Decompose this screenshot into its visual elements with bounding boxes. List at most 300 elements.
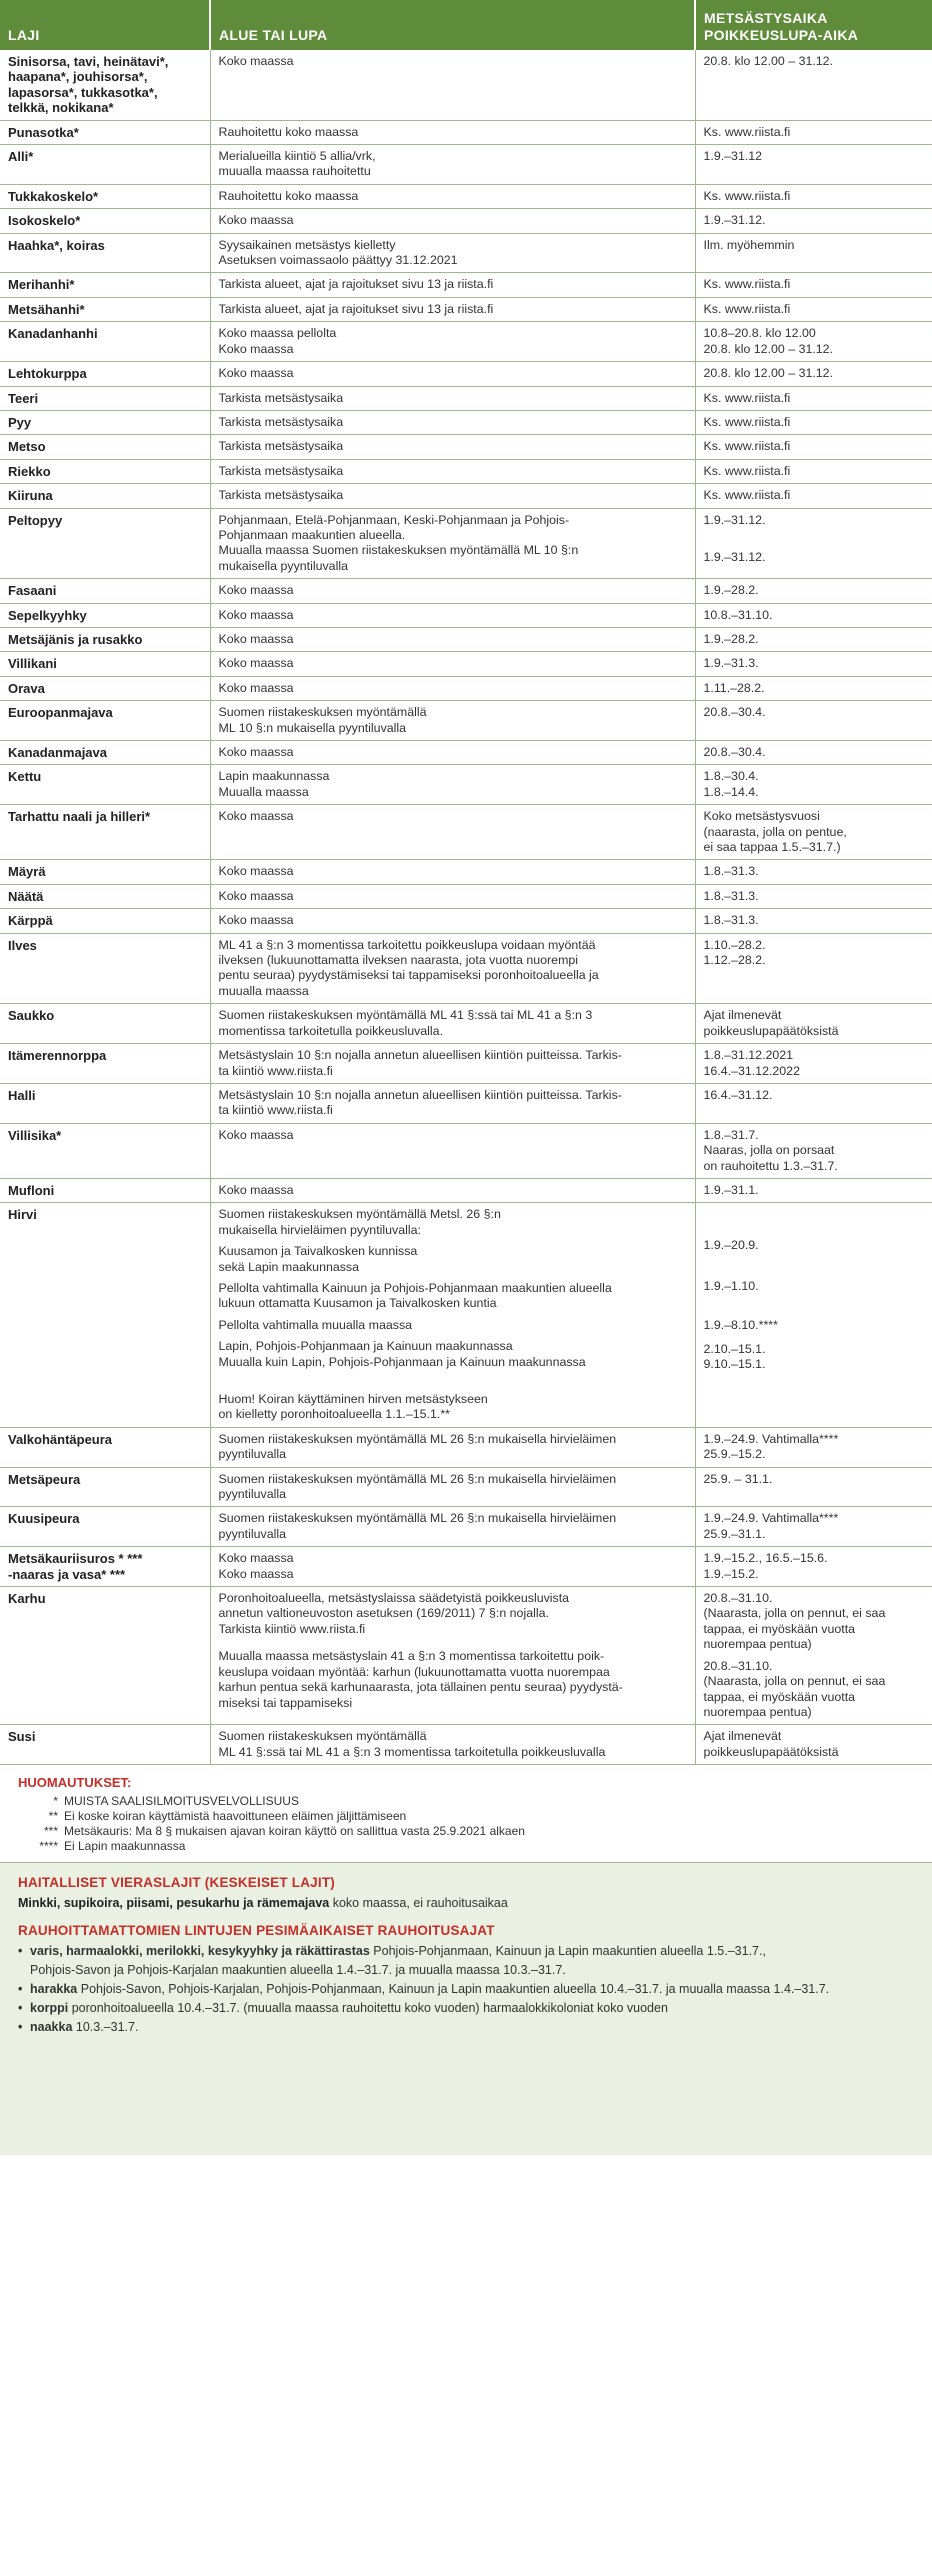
area-cell-line: ilveksen (lukuunottamatta ilveksen naarasta, jota vuotta nuorempi: [218, 953, 579, 968]
period-cell-line: 1.9.–28.2.: [703, 631, 759, 646]
species-cell: [0, 741, 210, 765]
table-row: [0, 701, 932, 741]
period-cell-line: 1.9.–20.9.: [703, 1238, 759, 1253]
species-cell: [0, 1123, 210, 1178]
period-cell-line: 1.8.–31.7.: [703, 1127, 759, 1142]
table-row: [0, 909, 932, 933]
table-row: [0, 410, 932, 434]
area-cell: [210, 362, 695, 386]
area-cell-line: Koko maassa: [218, 213, 294, 228]
area-cell-line: mukaisella hirvieläimen pyyntiluvalla:: [218, 1222, 421, 1237]
table-row: [0, 184, 932, 208]
period-cell-line: Ks. www.riista.fi: [703, 188, 791, 203]
species-cell-line: Merihanhi*: [8, 277, 75, 293]
period-cell: [695, 508, 932, 579]
period-cell: [695, 435, 932, 459]
area-cell: [210, 50, 695, 120]
period-cell: [695, 1123, 932, 1178]
area-cell-line: Koko maassa: [218, 366, 294, 381]
area-cell: [210, 1178, 695, 1202]
period-cell-line: 1.8.–30.4.: [703, 769, 759, 784]
area-cell-line: Pellolta vahtimalla Kainuun ja Pohjois-Pohjanmaan maakuntien alueella: [218, 1280, 612, 1295]
species-cell: [0, 297, 210, 321]
period-cell-line: (Naarasta, jolla on pennut, ei saa: [703, 1674, 886, 1689]
species-cell-line: Villikani: [8, 656, 57, 672]
period-cell-line: Ajat ilmenevät: [703, 1008, 782, 1023]
table-row: [0, 145, 932, 185]
species-cell: [0, 652, 210, 676]
area-cell: [210, 484, 695, 508]
period-cell-line: tappaa, ei myöskään vuotta: [703, 1689, 856, 1704]
species-cell-line: Mäyrä: [8, 864, 46, 880]
period-cell-line: 1.9.–31.12: [703, 149, 763, 164]
area-cell-line: Koko maassa: [218, 809, 294, 824]
species-cell: [0, 1044, 210, 1084]
period-cell: [695, 579, 932, 603]
area-cell-line: ta kiintiö www.riista.fi: [218, 1103, 333, 1118]
area-cell: [210, 765, 695, 805]
notes-title: HUOMAUTUKSET:: [18, 1775, 132, 1791]
period-cell-line: 1.9.–31.12.: [703, 512, 766, 527]
species-cell-line: Valkohäntäpeura: [8, 1431, 113, 1447]
period-cell-line: Ks. www.riista.fi: [703, 124, 791, 139]
period-cell: [695, 362, 932, 386]
table-row: [0, 1587, 932, 1725]
species-cell: [0, 579, 210, 603]
period-cell-line: 25.9. – 31.1.: [703, 1471, 773, 1486]
note-text: Ei Lapin maakunnassa: [64, 1839, 186, 1854]
area-cell-line: Merialueilla kiintiö 5 allia/vrk,: [218, 149, 376, 164]
table-row: [0, 1547, 932, 1587]
period-cell-line: Ajat ilmenevät: [703, 1729, 782, 1744]
area-cell: [210, 627, 695, 651]
period-cell-line: poikkeuslupapäätöksistä: [703, 1023, 839, 1038]
species-cell-line: Euroopanmajava: [8, 705, 113, 721]
species-cell-line: Pyy: [8, 414, 32, 430]
species-cell-line: Saukko: [8, 1008, 55, 1024]
period-cell-line: 20.8.–30.4.: [703, 745, 766, 759]
table-row: [0, 1178, 932, 1202]
note-mark: *: [53, 1794, 58, 1809]
period-cell-line: Ks. www.riista.fi: [703, 439, 791, 454]
table-row: [0, 50, 932, 120]
species-cell: [0, 120, 210, 144]
area-cell: [210, 184, 695, 208]
species-cell: [0, 884, 210, 908]
period-cell: [695, 459, 932, 483]
nesting-bullet: [18, 1999, 914, 2018]
area-cell-line: Pellolta vahtimalla muualla maassa: [218, 1317, 413, 1332]
species-cell: [0, 627, 210, 651]
period-cell: [695, 322, 932, 362]
species-cell: [0, 860, 210, 884]
area-cell-line: Suomen riistakeskuksen myöntämällä: [218, 1729, 427, 1744]
species-cell: [0, 1083, 210, 1123]
table-row: [0, 627, 932, 651]
species-cell: [0, 233, 210, 273]
area-cell-line: Koko maassa pellolta: [218, 326, 337, 341]
species-cell: [0, 933, 210, 1004]
period-cell-line: 20.8. klo 12.00 – 31.12.: [703, 366, 834, 381]
period-cell: [695, 1203, 932, 1427]
area-cell-line: karhun pentua sekä karhunaarasta, jota tällainen pentu seuraa) pyydystä-: [218, 1680, 623, 1695]
species-cell-line: Isokoskelo*: [8, 213, 81, 229]
species-cell: [0, 435, 210, 459]
area-cell-line: Suomen riistakeskuksen myöntämällä Metsl. 26 §:n: [218, 1207, 501, 1222]
area-cell: [210, 1044, 695, 1084]
table-row: [0, 209, 932, 233]
area-cell-line: muualla maassa rauhoitettu: [218, 164, 371, 179]
invasive-species-title: HAITALLISET VIERASLAJIT (KESKEISET LAJIT): [18, 1875, 335, 1891]
area-cell: [210, 1083, 695, 1123]
period-cell-line: 1.9.–24.9. Vahtimalla****: [703, 1511, 839, 1526]
species-cell-line: lapasorsa*, tukkasotka*,: [8, 84, 158, 100]
area-cell: [210, 209, 695, 233]
area-cell-line: Tarkista metsästysaika: [218, 414, 344, 429]
species-cell-line: Itämerennorppa: [8, 1048, 107, 1064]
table-row: [0, 362, 932, 386]
species-cell-line: Susi: [8, 1729, 36, 1745]
area-cell: [210, 1725, 695, 1765]
period-cell-line: Ks. www.riista.fi: [703, 488, 791, 503]
species-cell: [0, 676, 210, 700]
period-cell-line: Ks. www.riista.fi: [703, 414, 791, 429]
table-row: [0, 1004, 932, 1044]
period-cell: [695, 884, 932, 908]
nesting-season-title: RAUHOITTAMATTOMIEN LINTUJEN PESIMÄAIKAISET RAUHOITUSAJAT: [18, 1923, 495, 1939]
species-cell-line: Näätä: [8, 888, 44, 904]
area-cell: [210, 701, 695, 741]
period-cell: [695, 386, 932, 410]
species-cell: [0, 909, 210, 933]
species-cell-line: Punasotka*: [8, 124, 79, 140]
period-cell: [695, 145, 932, 185]
period-cell: [695, 1427, 932, 1467]
period-cell-line: 1.9.–1.10.: [703, 1278, 759, 1293]
period-cell: [695, 209, 932, 233]
area-cell: [210, 1507, 695, 1547]
area-cell-line: Koko maassa: [218, 1551, 294, 1566]
area-cell-line: pyyntiluvalla: [218, 1526, 286, 1541]
species-cell-line: Metso: [8, 439, 46, 455]
period-cell: [695, 50, 932, 120]
area-cell: [210, 1587, 695, 1725]
bullet-text: korppi poronhoitoalueella 10.4.–31.7. (muualla maassa rauhoitettu koko vuoden) harmaalokkikoloniat koko vuoden: [30, 2001, 668, 2016]
area-cell: [210, 1427, 695, 1467]
species-cell-line: Teeri: [8, 390, 39, 406]
species-cell: [0, 1427, 210, 1467]
area-cell: [210, 805, 695, 860]
species-cell-line: Kärppä: [8, 913, 53, 929]
period-cell-line: 20.8.–30.4.: [703, 705, 766, 720]
area-cell-line: Koko maassa: [218, 680, 294, 695]
species-cell-line: Kuusipeura: [8, 1511, 80, 1527]
period-cell: [695, 410, 932, 434]
area-cell-line: Koko maassa: [218, 54, 294, 68]
note-text: MUISTA SAALISILMOITUSVELVOLLISUUS: [64, 1794, 299, 1809]
area-cell: [210, 1467, 695, 1507]
period-cell-line: ei saa tappaa 1.5.–31.7.): [703, 840, 841, 855]
species-cell-line: Halli: [8, 1087, 36, 1103]
period-cell: [695, 1083, 932, 1123]
species-cell: [0, 362, 210, 386]
area-cell-line: Syysaikainen metsästys kielletty: [218, 237, 396, 252]
species-cell-line: Lehtokurppa: [8, 366, 87, 382]
species-cell: [0, 1178, 210, 1202]
area-cell: [210, 386, 695, 410]
species-cell: [0, 1547, 210, 1587]
species-cell-line: Peltopyy: [8, 512, 63, 528]
area-cell-line: mukaisella pyyntiluvalla: [218, 558, 348, 573]
area-cell-line: annetun valtioneuvoston asetuksen (169/2011) 7 §:n nojalla.: [218, 1606, 549, 1621]
table-row: [0, 741, 932, 765]
area-cell-line: Muualla maassa: [218, 784, 309, 799]
period-cell-line: Ilm. myöhemmin: [703, 237, 795, 252]
area-cell-line: Asetuksen voimassaolo päättyy 31.12.2021: [218, 253, 458, 268]
species-cell-line: Haahka*, koiras: [8, 237, 105, 253]
bullet-text: harakka Pohjois-Savon, Pohjois-Karjalan, Pohjois-Pohjanmaan, Kainuun ja Lapin maakuntien alueella 10.4.–31.7. ja muualla maassa 1.4.–31.7.: [30, 1982, 830, 1997]
species-cell-line: -naaras ja vasa* ***: [8, 1566, 126, 1582]
table-row: [0, 233, 932, 273]
area-cell-line: Koko maassa: [218, 656, 294, 671]
area-cell-line: Lapin maakunnassa: [218, 769, 330, 784]
area-cell-line: Metsästyslain 10 §:n nojalla annetun alueellisen kiintiön puitteissa. Tarkis-: [218, 1087, 622, 1102]
period-cell: [695, 627, 932, 651]
area-cell-line: Koko maassa: [218, 1182, 294, 1197]
bullet-icon: •: [18, 1944, 23, 1959]
table-row: [0, 484, 932, 508]
period-cell-line: 1.10.–28.2.: [703, 937, 766, 952]
table-row: [0, 1467, 932, 1507]
period-cell: [695, 233, 932, 273]
area-cell: [210, 145, 695, 185]
note-text: Metsäkauris: Ma 8 § mukaisen ajavan koiran käyttö on sallittua vasta 25.9.2021 alkaen: [64, 1824, 525, 1839]
area-cell-line: pentu seuraa) pyydystämiseksi tai tappamiseksi poronhoitoalueella ja: [218, 968, 599, 983]
area-cell: [210, 1004, 695, 1044]
period-cell-line: 1.11.–28.2.: [703, 680, 765, 695]
area-cell-line: Koko maassa: [218, 888, 294, 903]
area-cell-line: Muualla kuin Lapin, Pohjois-Pohjanmaan ja Kainuun maakunnassa: [218, 1354, 586, 1369]
period-cell-line: 16.4.–31.12.2022: [703, 1063, 800, 1078]
area-cell: [210, 322, 695, 362]
period-cell: [695, 676, 932, 700]
period-cell-line: Ks. www.riista.fi: [703, 301, 791, 316]
period-cell-line: 20.8. klo 12.00 – 31.12.: [703, 341, 834, 356]
species-cell-line: Metsäkauriisuros * ***: [8, 1551, 143, 1567]
area-cell-line: sekä Lapin maakunnassa: [218, 1259, 360, 1274]
species-cell-line: Ilves: [8, 937, 37, 953]
period-cell-line: 1.8.–31.12.2021: [703, 1048, 794, 1063]
period-cell: [695, 765, 932, 805]
species-cell-line: Sinisorsa, tavi, heinätavi*,: [8, 54, 169, 69]
period-cell: [695, 1467, 932, 1507]
period-cell: [695, 184, 932, 208]
bullet-text: varis, harmaalokki, merilokki, kesykyyhky ja räkättirastas Pohjois-Pohjanmaan, Kainuun ja Lapin maakuntien alueella 1.5.–31.7., Pohjois-Savon ja Pohjois-Karjalan maakuntien alueella 1.4.–31.7. ja muualla maassa 10.3.–31.7.: [30, 1944, 766, 1978]
area-cell-line: Pohjanmaan, Etelä-Pohjanmaan, Keski-Pohjanmaan ja Pohjois-: [218, 512, 570, 527]
species-cell-line: Sepelkyyhky: [8, 607, 87, 623]
bullet-icon: •: [18, 2001, 23, 2016]
species-cell-line: Metsäpeura: [8, 1471, 81, 1487]
period-cell-line: 1.9.–31.12.: [703, 549, 766, 564]
area-cell-line: Tarkista alueet, ajat ja rajoitukset sivu 13 ja riista.fi: [218, 301, 494, 316]
species-cell-line: Metsähanhi*: [8, 301, 85, 317]
area-cell-line: Huom! Koiran käyttäminen hirven metsästykseen: [218, 1392, 488, 1406]
area-cell-line: Rauhoitettu koko maassa: [218, 188, 359, 203]
period-cell: [695, 1547, 932, 1587]
nesting-bullet: [18, 2018, 914, 2037]
area-cell-line: Koko maassa: [218, 745, 294, 759]
period-cell-line: Naaras, jolla on porsaat: [703, 1143, 835, 1158]
note-text: Ei koske koiran käyttämistä haavoittuneen eläimen jäljittämiseen: [64, 1809, 407, 1824]
area-cell-line: ML 41 a §:n 3 momentissa tarkoitettu poikkeuslupa voidaan myöntää: [218, 937, 596, 952]
area-cell-line: miseksi tai tappamiseksi: [218, 1695, 353, 1710]
period-cell: [695, 484, 932, 508]
species-cell: [0, 273, 210, 297]
table-row: [0, 603, 932, 627]
period-cell-line: 1.8.–31.3.: [703, 864, 759, 879]
area-cell-line: Metsästyslain 10 §:n nojalla annetun alueellisen kiintiön puitteissa. Tarkis-: [218, 1048, 622, 1063]
note-mark: ***: [43, 1824, 58, 1839]
period-cell: [695, 120, 932, 144]
area-cell-line: Koko maassa: [218, 864, 294, 879]
species-cell: [0, 1004, 210, 1044]
species-cell-line: telkkä, nokikana*: [8, 100, 114, 116]
area-cell-line: Koko maassa: [218, 607, 294, 622]
period-cell-line: 1.9.–31.12.: [703, 213, 766, 228]
species-cell-line: Kanadanmajava: [8, 745, 107, 760]
period-cell-line: Ks. www.riista.fi: [703, 390, 791, 405]
species-cell: [0, 386, 210, 410]
area-cell-line: Pohjanmaan maakuntien alueella.: [218, 527, 406, 542]
area-cell: [210, 273, 695, 297]
period-cell-line: 1.9.–15.2., 16.5.–15.6.: [703, 1551, 828, 1566]
species-cell-line: Mufloni: [8, 1182, 55, 1198]
area-cell: [210, 884, 695, 908]
area-cell-line: pyyntiluvalla: [218, 1447, 286, 1462]
area-cell: [210, 579, 695, 603]
period-cell-line: 10.8.–31.10.: [703, 607, 773, 622]
column-header-area: ALUE TAI LUPA: [210, 0, 695, 50]
species-cell-line: Metsäjänis ja rusakko: [8, 631, 143, 647]
table-row: [0, 459, 932, 483]
area-cell: [210, 233, 695, 273]
area-cell-line: Koko maassa: [218, 1127, 294, 1142]
species-cell: [0, 1203, 210, 1427]
table-row: [0, 933, 932, 1004]
period-cell: [695, 1044, 932, 1084]
area-cell-line: Koko maassa: [218, 341, 294, 356]
area-cell: [210, 652, 695, 676]
period-cell: [695, 273, 932, 297]
bullet-text: naakka 10.3.–31.7.: [30, 2020, 139, 2035]
invasive-species-text: Minkki, supikoira, piisami, pesukarhu ja rämemajava koko maassa, ei rauhoitusaikaa: [18, 1896, 508, 1911]
area-cell-line: Tarkista kiintiö www.riista.fi: [218, 1621, 366, 1636]
area-cell-line: Suomen riistakeskuksen myöntämällä ML 41 §:ssä tai ML 41 a §:n 3: [218, 1008, 593, 1023]
species-cell-line: Kanadanhanhi: [8, 326, 98, 342]
species-cell: [0, 1725, 210, 1765]
species-cell: [0, 1507, 210, 1547]
area-cell-line: Tarkista metsästysaika: [218, 488, 344, 503]
period-cell-line: 20.8.–31.10.: [703, 1591, 773, 1606]
species-cell-line: Tukkakoskelo*: [8, 188, 99, 204]
area-cell-line: muualla maassa: [218, 983, 309, 998]
period-cell-line: 1.8.–31.3.: [703, 888, 759, 903]
area-cell: [210, 120, 695, 144]
species-cell-line: Kettu: [8, 769, 42, 785]
period-cell-line: 1.8.–14.4.: [703, 784, 759, 799]
table-row: [0, 1123, 932, 1178]
area-cell-line: Tarkista alueet, ajat ja rajoitukset sivu 13 ja riista.fi: [218, 277, 494, 292]
species-cell-line: Riekko: [8, 463, 51, 479]
species-cell: [0, 765, 210, 805]
period-cell-line: 9.10.–15.1.: [703, 1356, 766, 1371]
area-cell: [210, 410, 695, 434]
species-cell-line: Villisika*: [8, 1127, 62, 1143]
area-cell-line: lukuun ottamatta Kuusamon ja Taivalkosken kuntia: [218, 1296, 497, 1311]
table-row: [0, 1427, 932, 1467]
table-row: [0, 120, 932, 144]
species-cell: [0, 508, 210, 579]
species-cell-line: Kiiruna: [8, 488, 53, 504]
note-item: [18, 1824, 910, 1839]
period-cell-line: nuorempaa pentua): [703, 1704, 812, 1719]
column-header-period: METSÄSTYSAIKA POIKKEUSLUPA-AIKA: [695, 0, 932, 50]
area-cell: [210, 1203, 695, 1427]
period-cell-line: 1.12.–28.2.: [703, 953, 766, 968]
area-cell: [210, 1547, 695, 1587]
period-cell-line: 1.9.–31.1.: [703, 1182, 759, 1197]
nesting-bullet: [18, 1980, 914, 1999]
species-cell: [0, 50, 210, 120]
species-cell-line: Alli*: [8, 149, 34, 165]
species-cell: [0, 603, 210, 627]
area-cell: [210, 297, 695, 321]
period-cell: [695, 297, 932, 321]
period-cell-line: 25.9.–31.1.: [703, 1526, 766, 1541]
period-cell: [695, 860, 932, 884]
area-cell-line: Suomen riistakeskuksen myöntämällä: [218, 705, 427, 720]
table-row: [0, 676, 932, 700]
period-cell-line: 1.9.–31.3.: [703, 656, 759, 671]
area-cell-line: Kuusamon ja Taivalkosken kunnissa: [218, 1244, 418, 1259]
period-cell-line: 25.9.–15.2.: [703, 1447, 766, 1462]
area-cell: [210, 508, 695, 579]
note-item: [18, 1794, 910, 1809]
table-row: [0, 386, 932, 410]
area-cell-line: momentissa tarkoitetulla poikkeusluvalla.: [218, 1023, 444, 1038]
area-cell: [210, 741, 695, 765]
period-cell: [695, 701, 932, 741]
area-cell-line: Koko maassa: [218, 583, 294, 598]
area-cell-line: ta kiintiö www.riista.fi: [218, 1063, 333, 1078]
area-cell-line: on kielletty poronhoitoalueella 1.1.–15.1.**: [218, 1407, 450, 1422]
period-cell-line: 2.10.–15.1.: [703, 1341, 766, 1356]
table-row: [0, 1044, 932, 1084]
period-cell: [695, 1587, 932, 1725]
column-header-species: LAJI: [0, 0, 210, 50]
area-cell-line: Suomen riistakeskuksen myöntämällä ML 26 §:n mukaisella hirvieläimen: [218, 1511, 617, 1526]
area-cell: [210, 933, 695, 1004]
area-cell-line: Rauhoitettu koko maassa: [218, 124, 359, 139]
area-cell-line: Suomen riistakeskuksen myöntämällä ML 26 §:n mukaisella hirvieläimen: [218, 1431, 617, 1446]
table-row: [0, 860, 932, 884]
table-row: [0, 322, 932, 362]
note-item: [18, 1839, 910, 1854]
period-cell: [695, 652, 932, 676]
area-cell-line: Koko maassa: [218, 631, 294, 646]
period-cell-line: (Naarasta, jolla on pennut, ei saa: [703, 1606, 886, 1621]
area-cell: [210, 909, 695, 933]
